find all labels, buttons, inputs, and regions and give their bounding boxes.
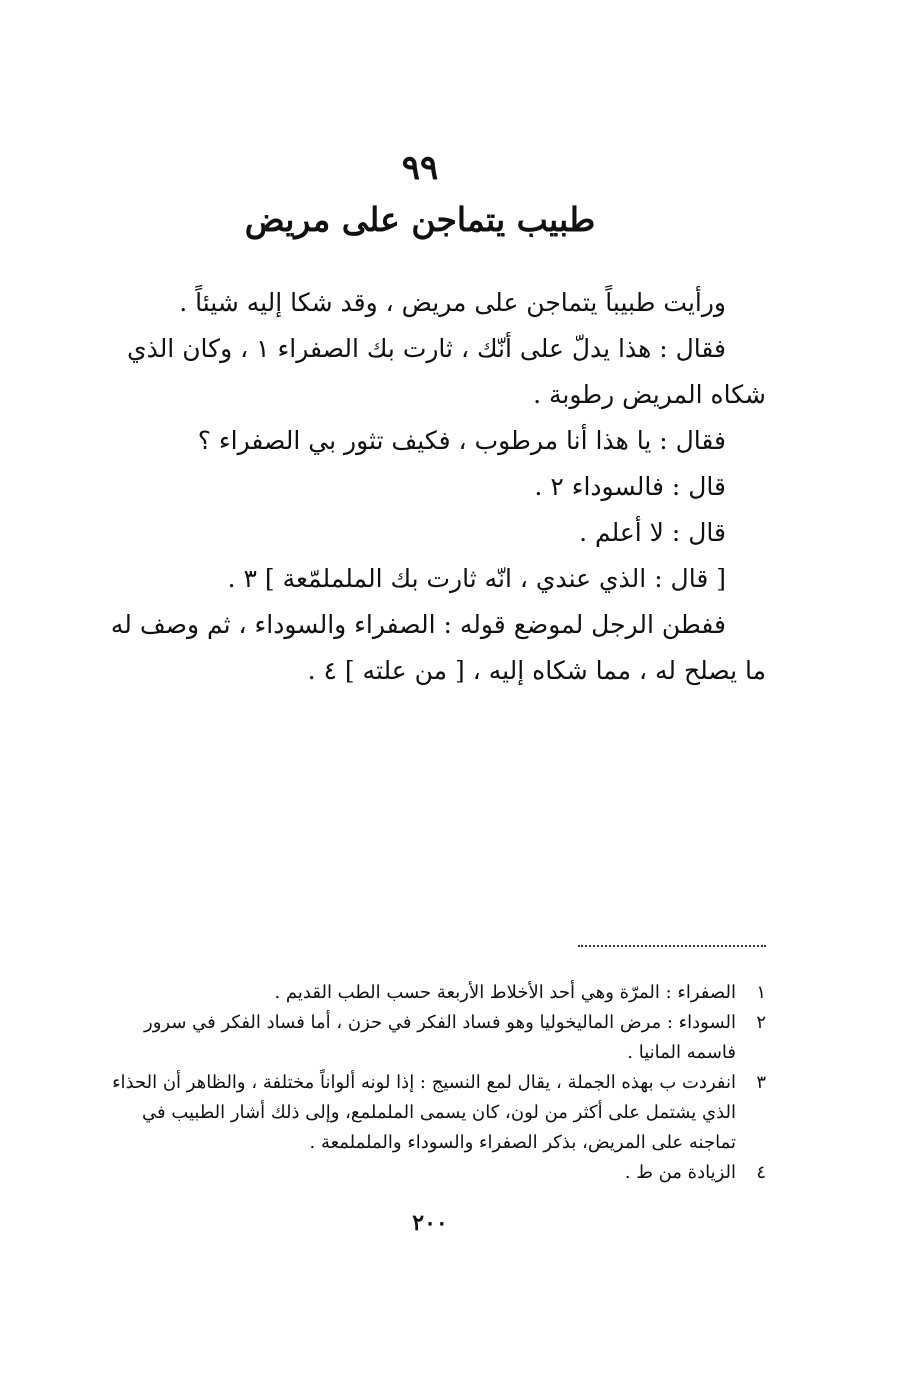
- story-title: طبيب يتماجن على مريض: [244, 200, 596, 239]
- footnote-divider: [578, 945, 766, 947]
- footnote-text: الزيادة من ط .: [624, 1162, 736, 1183]
- story-number: ٩٩: [401, 148, 439, 188]
- body-paragraph: فقال : يا هذا أنا مرطوب ، فكيف تثور بي الصفراء ؟: [197, 426, 726, 455]
- story-body: [104, 280, 766, 694]
- body-paragraph: قال : لا أعلم .: [579, 518, 726, 547]
- footnote-item: [96, 1158, 766, 1188]
- footnote-item: [96, 978, 766, 1008]
- page-number: ٢٠٠: [412, 1210, 448, 1236]
- footnote-number: ١: [756, 982, 766, 1003]
- body-paragraph: ففطن الرجل لموضع قوله : الصفراء والسوداء ، ثم وصف له ما يصلح له ، مما شكاه إليه ، [ من علته ] ٤ .: [110, 610, 766, 685]
- footnote-number: ٢: [756, 1012, 766, 1033]
- body-paragraph: ورأيت طبيباً يتماجن على مريض ، وقد شكا إليه شيئاً .: [179, 288, 726, 317]
- footnote-item: [96, 1068, 766, 1158]
- footnote-item: [96, 1008, 766, 1068]
- footnote-number: ٤: [756, 1162, 766, 1183]
- footnote-text: الصفراء : المرّة وهي أحد الأخلاط الأربعة حسب الطب القديم .: [274, 982, 736, 1003]
- footnote-text: انفردت ب بهذه الجملة ، يقال لمع النسيج : إذا لونه ألواناً مختلفة ، والظاهر أن الحذاء الذي يشتمل على أكثر من لون، كان يسمى الململمع، وإلى ذلك أشار الطبيب في تماجنه على المريض، بذكر الصفراء والسوداء والململمعة .: [112, 1072, 736, 1153]
- footnote-number: ٣: [756, 1072, 766, 1093]
- body-paragraph: فقال : هذا يدلّ على أنّك ، ثارت بك الصفراء ١ ، وكان الذي شكاه المريض رطوبة .: [127, 334, 766, 409]
- body-paragraph: [ قال : الذي عندي ، انّه ثارت بك الململمّعة ] ٣ .: [227, 564, 726, 593]
- footnote-text: السوداء : مرض الماليخوليا وهو فساد الفكر في حزن ، أما فساد الفكر في سرور فاسمه المانيا .: [144, 1012, 736, 1063]
- footnotes: [96, 978, 766, 1188]
- body-paragraph: قال : فالسوداء ٢ .: [534, 472, 726, 501]
